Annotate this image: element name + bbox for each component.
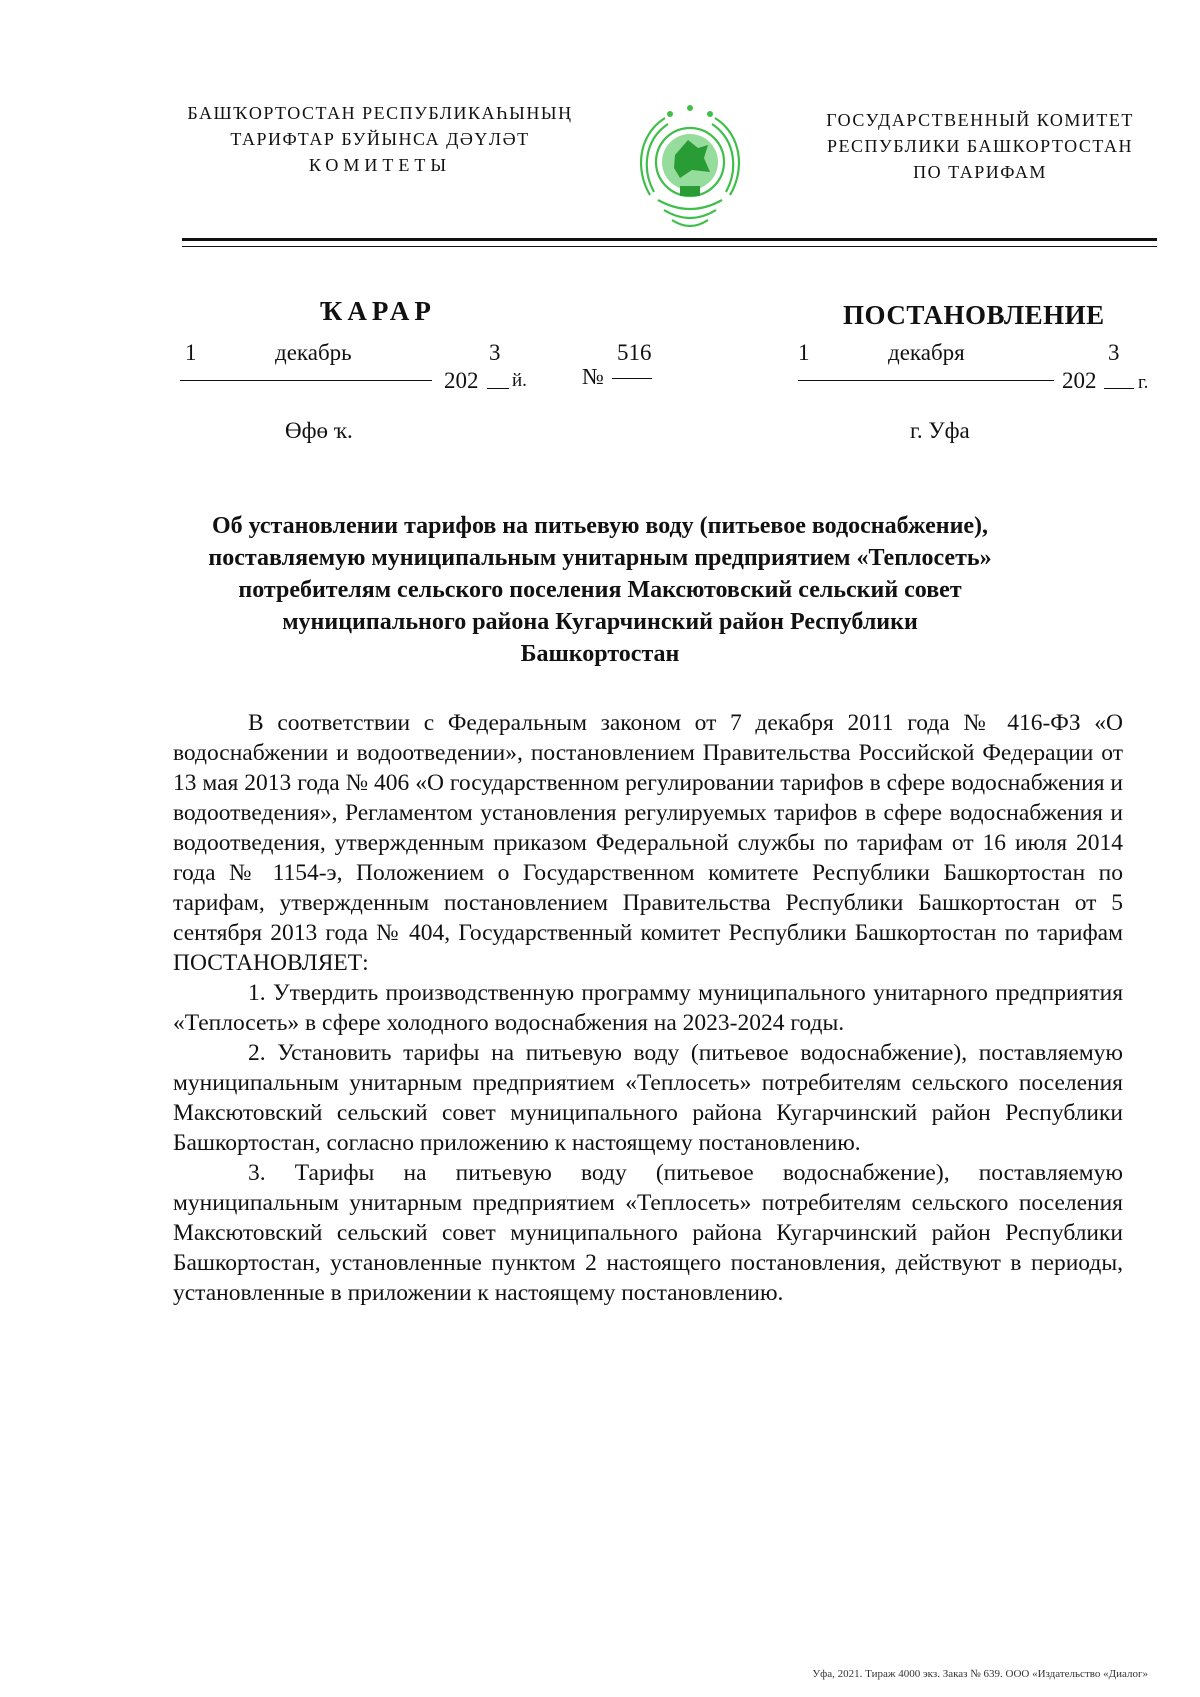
right-date-month: декабря	[888, 340, 965, 365]
header-left-org-name	[170, 100, 590, 178]
left-date-year-digit: 3	[489, 340, 501, 365]
header-left-line: БАШҠОРТОСТАН РЕСПУБЛИКАҺЫНЫҢ	[187, 103, 573, 123]
header-right-org-name	[795, 107, 1165, 185]
right-date-year-digit: 3	[1108, 340, 1120, 365]
header-right-line: ПО ТАРИФАМ	[913, 162, 1047, 182]
left-date-day: 1	[185, 340, 197, 365]
header-right-line: ГОСУДАРСТВЕННЫЙ КОМИТЕТ	[826, 110, 1134, 130]
right-year-underline	[1104, 388, 1134, 389]
number-sign: №	[582, 364, 604, 389]
printer-imprint: Уфа, 2021. Тираж 4000 экз. Заказ № 639. ООО «Издательство «Диалог»	[812, 1668, 1148, 1680]
heading-line: Об установлении тарифов на питьевую воду (питьевое водоснабжение),	[211, 513, 989, 539]
clause-3-paragraph: 3. Тарифы на питьевую воду (питьевое водоснабжение), поставляемую муниципальным унитарным предприятием «Теплосеть» потребителям сельского поселения Максютовский сельский совет муниципального района Кугарчинский район Республики Башкортостан, установленные пунктом 2 настоящего постановления, действуют в периоды, установленные в приложении к настоящему постановлению.	[173, 1160, 1123, 1306]
number-underline	[612, 378, 652, 379]
heading-line: потребителям сельского поселения Максютовский сельский совет	[238, 577, 962, 603]
right-date-day: 1	[798, 340, 810, 365]
document-body	[173, 708, 1123, 1308]
header-left-line: КОМИТЕТЫ	[308, 155, 452, 175]
right-date-year-suffix: г.	[1138, 372, 1149, 393]
header-divider-thick	[182, 238, 1157, 241]
document-number: 516	[617, 340, 652, 365]
left-date-underline	[180, 380, 432, 381]
heading-line: муниципального района Кугарчинский район Республики	[282, 609, 918, 635]
left-city: Өфө ҡ.	[285, 418, 353, 443]
heading-line: поставляемую муниципальным унитарным предприятием «Теплосеть»	[208, 545, 992, 571]
document-heading	[150, 510, 1050, 670]
doc-title-russian: ПОСТАНОВЛЕНИЕ	[843, 300, 1105, 330]
right-date-underline	[798, 380, 1054, 381]
heading-line: Башкортостан	[520, 641, 680, 667]
header-left-line: ТАРИФТАР БУЙЫНСА ДӘҮЛӘТ	[230, 129, 530, 149]
doc-title-bashkir: ҠАРАР	[320, 296, 436, 326]
right-city: г. Уфа	[910, 418, 970, 443]
left-date-month: декабрь	[275, 340, 352, 365]
clause-1-paragraph: 1. Утвердить производственную программу муниципального унитарного предприятия «Теплосеть» в сфере холодного водоснабжения на 2023-2024 годы.	[173, 980, 1123, 1036]
right-date-year-prefix: 202	[1062, 368, 1097, 393]
left-date-year-suffix: й.	[512, 370, 527, 391]
header-right-line: РЕСПУБЛИКИ БАШКОРТОСТАН	[827, 136, 1133, 156]
header-divider-thin	[182, 246, 1157, 247]
left-year-underline	[487, 388, 509, 389]
bashkortostan-emblem-icon	[630, 100, 750, 240]
left-date-year-prefix: 202	[444, 368, 479, 393]
clause-2-paragraph: 2. Установить тарифы на питьевую воду (питьевое водоснабжение), поставляемую муниципальным унитарным предприятием «Теплосеть» потребителям сельского поселения Максютовский сельский совет муниципального района Кугарчинский район Республики Башкортостан, согласно приложению к настоящему постановлению.	[173, 1040, 1123, 1156]
preamble-paragraph: В соответствии с Федеральным законом от 7 декабря 2011 года № 416-ФЗ «О водоснабжении и водоотведении», постановлением Правительства Российской Федерации от 13 мая 2013 года № 406 «О государственном регулировании тарифов в сфере водоснабжения и водоотведения», Регламентом установления регулируемых тарифов в сфере водоснабжения и водоотведения, утвержденным приказом Федеральной службы по тарифам от 16 июля 2014 года № 1154-э, Положением о Государственном комитете Республики Башкортостан по тарифам, утвержденным постановлением Правительства Республики Башкортостан от 5 сентября 2013 года № 404, Государственный комитет Республики Башкортостан по тарифам ПОСТАНОВЛЯЕТ:	[173, 710, 1123, 976]
